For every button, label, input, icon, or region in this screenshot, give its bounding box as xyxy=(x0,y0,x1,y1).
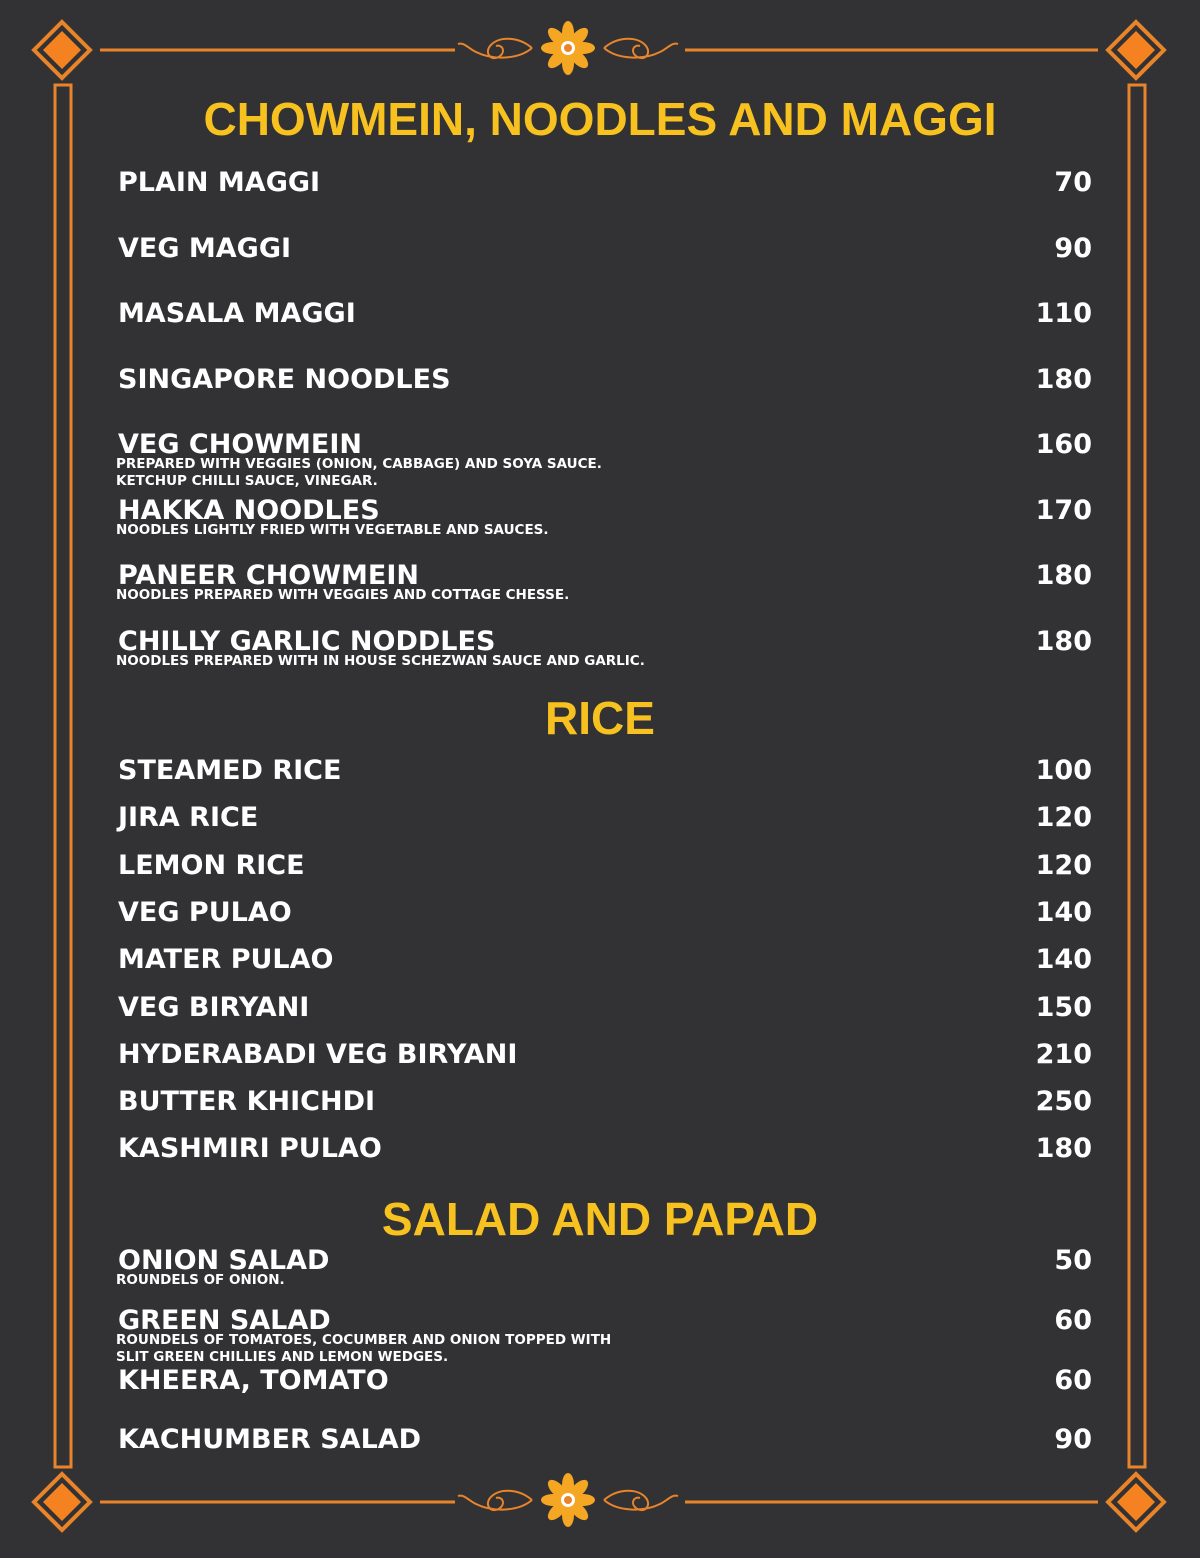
menu-item xyxy=(118,235,1092,275)
item-name: VEG MAGGI xyxy=(118,233,292,264)
menu-item xyxy=(118,562,1092,602)
item-name: MATER PULAO xyxy=(118,944,334,975)
item-description-line: ROUNDELS OF TOMATOES, COCUMBER AND ONION TOPPED WITH xyxy=(116,1332,612,1348)
item-description-line: ROUNDELS OF ONION. xyxy=(116,1272,285,1288)
flower-icon xyxy=(541,1473,595,1527)
item-name: LEMON RICE xyxy=(118,850,305,881)
item-name: GREEN SALAD xyxy=(118,1305,331,1336)
item-name: KHEERA, TOMATO xyxy=(118,1365,389,1396)
item-description xyxy=(116,456,602,490)
item-description xyxy=(116,522,549,539)
item-price: 160 xyxy=(1035,429,1092,460)
item-description-line: NOODLES PREPARED WITH VEGGIES AND COTTAGE CHESSE. xyxy=(116,587,570,603)
item-name: KACHUMBER SALAD xyxy=(118,1424,422,1455)
item-price: 120 xyxy=(1035,850,1092,881)
menu-item xyxy=(118,169,1092,209)
menu-item xyxy=(118,757,1092,797)
diamond-icon xyxy=(1108,22,1164,78)
item-price: 250 xyxy=(1035,1086,1092,1117)
item-description-line: NOODLES LIGHTLY FRIED WITH VEGETABLE AND SAUCES. xyxy=(116,522,549,538)
menu-item xyxy=(118,1426,1092,1466)
item-price: 70 xyxy=(1054,167,1092,198)
item-name: CHILLY GARLIC NODDLES xyxy=(118,626,496,657)
menu-item xyxy=(118,946,1092,986)
item-price: 210 xyxy=(1035,1039,1092,1070)
item-name: VEG PULAO xyxy=(118,897,292,928)
item-price: 150 xyxy=(1035,992,1092,1023)
item-description xyxy=(116,653,645,670)
menu-item xyxy=(118,497,1092,537)
item-description-line: KETCHUP CHILLI SAUCE, VINEGAR. xyxy=(116,473,378,489)
item-name: SINGAPORE NOODLES xyxy=(118,364,451,395)
item-name: PLAIN MAGGI xyxy=(118,167,321,198)
item-name: MASALA MAGGI xyxy=(118,298,356,329)
item-price: 90 xyxy=(1054,233,1092,264)
item-price: 180 xyxy=(1035,626,1092,657)
item-price: 140 xyxy=(1035,944,1092,975)
item-name: KASHMIRI PULAO xyxy=(118,1133,382,1164)
item-name: STEAMED RICE xyxy=(118,755,342,786)
menu-item xyxy=(118,1307,1092,1365)
menu-item xyxy=(118,899,1092,939)
item-description xyxy=(116,1332,611,1366)
item-price: 180 xyxy=(1035,560,1092,591)
menu-item xyxy=(118,1367,1092,1407)
diamond-icon xyxy=(34,1474,90,1530)
menu-item xyxy=(118,852,1092,892)
item-name: PANEER CHOWMEIN xyxy=(118,560,419,591)
item-name: VEG BIRYANI xyxy=(118,992,310,1023)
item-description-line: PREPARED WITH VEGGIES (ONION, CABBAGE) AND SOYA SAUCE. xyxy=(116,456,602,472)
item-price: 180 xyxy=(1035,364,1092,395)
item-price: 140 xyxy=(1035,897,1092,928)
item-price: 50 xyxy=(1054,1245,1092,1276)
item-price: 180 xyxy=(1035,1133,1092,1164)
item-description-line: SLIT GREEN CHILLIES AND LEMON WEDGES. xyxy=(116,1349,449,1365)
diamond-icon xyxy=(1108,1474,1164,1530)
menu-item xyxy=(118,1041,1092,1081)
item-price: 90 xyxy=(1054,1424,1092,1455)
item-price: 60 xyxy=(1054,1305,1092,1336)
item-name: VEG CHOWMEIN xyxy=(118,429,363,460)
menu-item xyxy=(118,1247,1092,1287)
item-price: 120 xyxy=(1035,802,1092,833)
menu-item xyxy=(118,994,1092,1034)
menu-item xyxy=(118,366,1092,406)
menu-item xyxy=(118,628,1092,668)
menu-item xyxy=(118,431,1092,489)
item-name: HYDERABADI VEG BIRYANI xyxy=(118,1039,518,1070)
flower-icon xyxy=(541,21,595,75)
item-name: HAKKA NOODLES xyxy=(118,495,380,526)
menu-item xyxy=(118,804,1092,844)
menu-item xyxy=(118,1135,1092,1175)
item-description xyxy=(116,587,569,604)
item-price: 170 xyxy=(1035,495,1092,526)
item-name: ONION SALAD xyxy=(118,1245,330,1276)
menu-item xyxy=(118,1088,1092,1128)
item-description xyxy=(116,1272,285,1289)
item-price: 110 xyxy=(1035,298,1092,329)
item-price: 60 xyxy=(1054,1365,1092,1396)
item-name: JIRA RICE xyxy=(118,802,259,833)
diamond-icon xyxy=(34,22,90,78)
item-price: 100 xyxy=(1035,755,1092,786)
section-title-salad: SALAD AND PAPAD xyxy=(381,1193,819,1245)
section-title-rice: RICE xyxy=(545,692,655,744)
item-description-line: NOODLES PREPARED WITH IN HOUSE SCHEZWAN SAUCE AND GARLIC. xyxy=(116,653,645,669)
item-name: BUTTER KHICHDI xyxy=(118,1086,376,1117)
section-title-noodles: CHOWMEIN, NOODLES AND MAGGI xyxy=(203,93,997,145)
menu-item xyxy=(118,300,1092,340)
